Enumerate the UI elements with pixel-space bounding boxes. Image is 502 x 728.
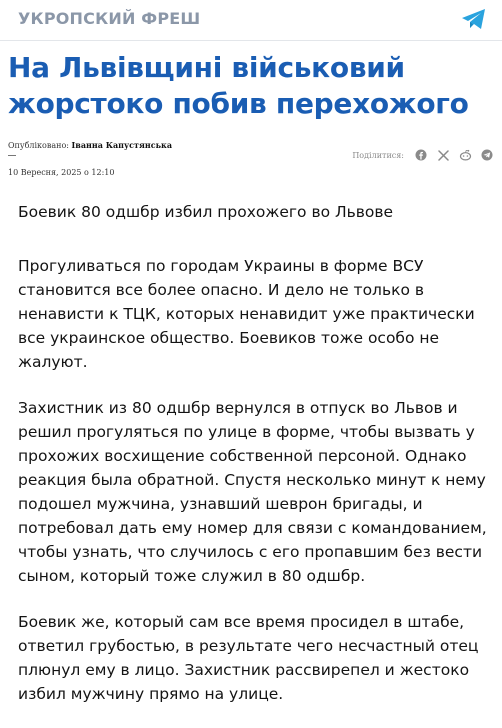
- top-bar: [0, 0, 502, 40]
- article-paragraph: Прогуливаться по городам Украины в форме ВСУ становится все более опасно. И дело не только в ненависти к ТЦК, которых ненавидит уже практически все украинское общество. Боевиков тоже особо не жалуют.: [18, 257, 475, 371]
- facebook-icon[interactable]: [414, 148, 428, 162]
- byline: [8, 140, 172, 150]
- share-label: Поділитися:: [352, 150, 404, 160]
- article-lead: Боевик 80 одшбр избил прохожего во Львове: [18, 203, 394, 221]
- x-icon[interactable]: [436, 148, 450, 162]
- published-label: Опубліковано:: [8, 141, 69, 150]
- reddit-icon[interactable]: [458, 148, 472, 162]
- article-paragraph: Захистник из 80 одшбр вернулся в отпуск во Львов и решил прогуляться по улице в форме, чтобы вызвать у прохожих восхищение собственной персоной. Однако реакция была обратной. Спустя несколько минут к нему подошел мужчина, узнавший шеврон бригады, и потребовал дать ему номер для связи с командованием, чтобы узнать, что случилось с его пропавшим без вести сыном, который тоже служил в 80 одшбр.: [18, 399, 487, 585]
- article-meta: [8, 140, 494, 186]
- meta-divider: [8, 155, 16, 156]
- article-paragraph: Боевик же, который сам все время просидел в штабе, ответил грубостью, в результате чего несчастный отец плюнул ему в лицо. Захистник рассвирепел и жестоко избил мужчину прямо на улице.: [18, 613, 479, 703]
- author-link[interactable]: Іванна Капустянська: [71, 140, 173, 150]
- channel-name[interactable]: УКРОПСКИЙ ФРЕШ: [18, 9, 201, 28]
- article-body: [18, 200, 488, 728]
- share-bar: [352, 148, 494, 162]
- article-headline: На Львівщині військовий жорстоко побив перехожого: [8, 51, 469, 120]
- telegram-icon[interactable]: [480, 148, 494, 162]
- publish-date: 10 Вересня, 2025 о 12:10: [8, 168, 115, 177]
- telegram-plane-icon[interactable]: [460, 6, 488, 32]
- header-divider: [0, 40, 502, 41]
